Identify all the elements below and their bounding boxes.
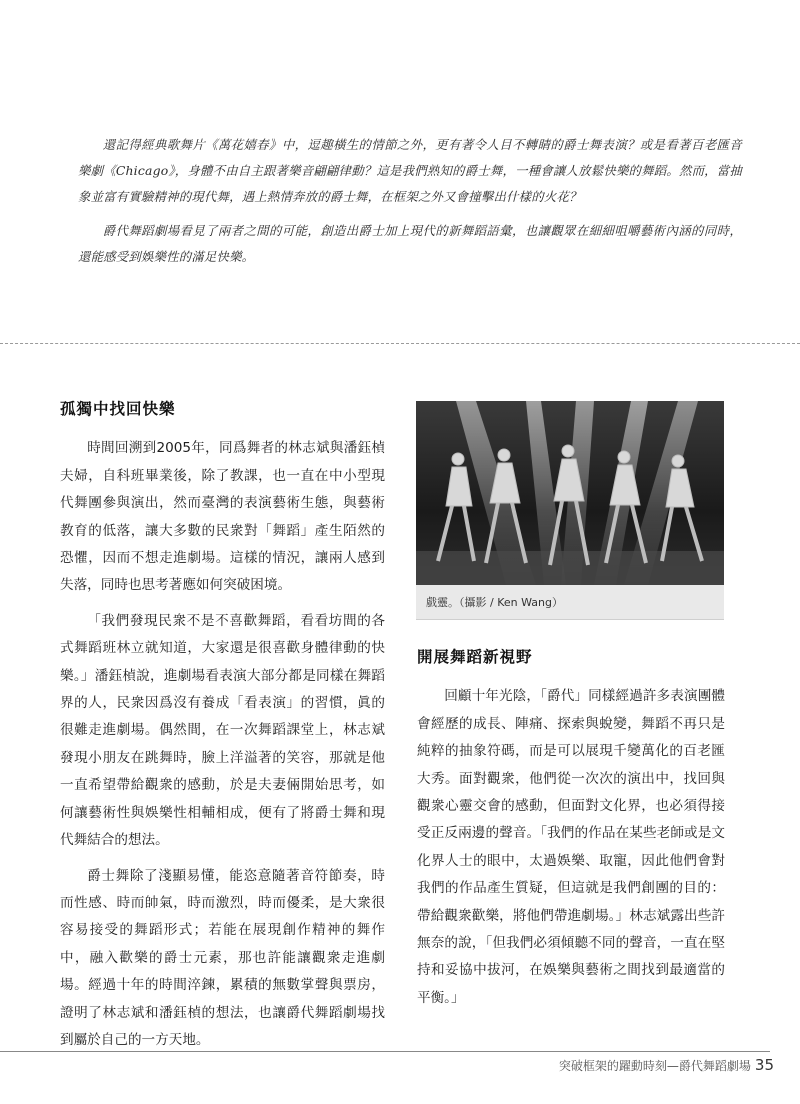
photo-caption: 戲靈。（攝影 / Ken Wang） bbox=[416, 585, 724, 620]
section-heading-right: 開展舞蹈新視野 bbox=[417, 648, 533, 666]
running-title: 突破框架的躍動時刻—爵代舞蹈劇場 bbox=[558, 1059, 751, 1073]
footer-rule bbox=[0, 1051, 770, 1052]
right-column bbox=[417, 644, 725, 1020]
dance-photo bbox=[416, 401, 724, 585]
right-paragraph-1: 回顧十年光陰，「爵代」同樣經過許多表演團體會經歷的成長、陣痛、探索與蛻變，舞蹈不再只是純粹的抽象符碼，而是可以展現千變萬化的百老匯大秀。面對觀衆，他們從一次次的演出中，找回與觀衆心靈交會的感動，但面對文化界，也必須得接受正反兩邊的聲音。「我們的作品在某些老師或是文化界人士的眼中，太過娛樂、取寵，因此他們會對我們的作品產生質疑，但這就是我們創團的目的：帶給觀衆歡樂，將他們帶進劇場。」林志斌露出些許無奈的說，「但我們必須傾聽不同的聲音，一直在堅持和妥協中拔河，在娛樂與藝術之間找到最適當的平衡。」 bbox=[417, 688, 725, 1006]
section-heading-left: 孤獨中找回快樂 bbox=[60, 400, 176, 418]
left-paragraph-1: 時間回溯到2005年，同爲舞者的林志斌與潘鈺楨夫婦，自科班畢業後，除了教課，也一直在中小型現代舞團參與演出，然而臺灣的表演藝術生態，與藝術教育的低落，讓大多數的民衆對「舞蹈」產生陌然的恐懼，因而不想走進劇場。這樣的情況，讓兩人感到失落，同時也思考著應如何突破困境。 bbox=[60, 440, 385, 594]
intro-paragraph-1: 還記得經典歌舞片《萬花嬉春》中，逗趣橫生的情節之外，更有著令人目不轉睛的爵士舞表演？或是看著百老匯音樂劇《Chicago》，身體不由自主跟著樂音翩翩律動？這是我們熟知的爵士舞，一種會讓人放鬆快樂的舞蹈。然而，當抽象並富有實驗精神的現代舞，遇上熱情奔放的爵士舞，在框架之外又會撞擊出什樣的火花？ bbox=[78, 137, 742, 204]
page-footer bbox=[559, 1056, 774, 1074]
left-paragraph-3: 爵士舞除了淺顯易懂，能恣意隨著音符節奏，時而性感、時而帥氣，時而激烈，時而優柔，是大衆很容易接受的舞蹈形式；若能在展現創作精神的舞作中，融入歡樂的爵士元素，那也許能讓觀衆走進劇場。經過十年的時間淬鍊，累積的無數掌聲與票房，證明了林志斌和潘鈺楨的想法，也讓爵代舞蹈劇場找到屬於自己的一方天地。 bbox=[60, 867, 385, 1048]
section-divider bbox=[0, 343, 800, 344]
intro-paragraph-2: 爵代舞蹈劇場看見了兩者之間的可能，創造出爵士加上現代的新舞蹈語彙，也讓觀眾在細細咀嚼藝術內涵的同時，還能感受到娛樂性的滿足快樂。 bbox=[78, 223, 742, 264]
left-paragraph-2: 「我們發現民衆不是不喜歡舞蹈，看看坊間的各式舞蹈班林立就知道，大家還是很喜歡身體律動的快樂。」潘鈺楨說，進劇場看表演大部分都是同樣在舞蹈界的人，民衆因爲沒有養成「看表演」的習慣，眞的很難走進劇場。偶然間，在一次舞蹈課堂上，林志斌發現小朋友在跳舞時，臉上洋溢著的笑容，那就是他一直希望帶給觀衆的感動，於是夫妻倆開始思考，如何讓藝術性與娛樂性相輔相成，便有了將爵士舞和現代舞結合的想法。 bbox=[60, 612, 385, 849]
intro-text bbox=[78, 132, 742, 278]
page-number: 35 bbox=[754, 1056, 774, 1074]
left-column bbox=[60, 396, 385, 1062]
dance-photo-illustration bbox=[416, 401, 724, 585]
